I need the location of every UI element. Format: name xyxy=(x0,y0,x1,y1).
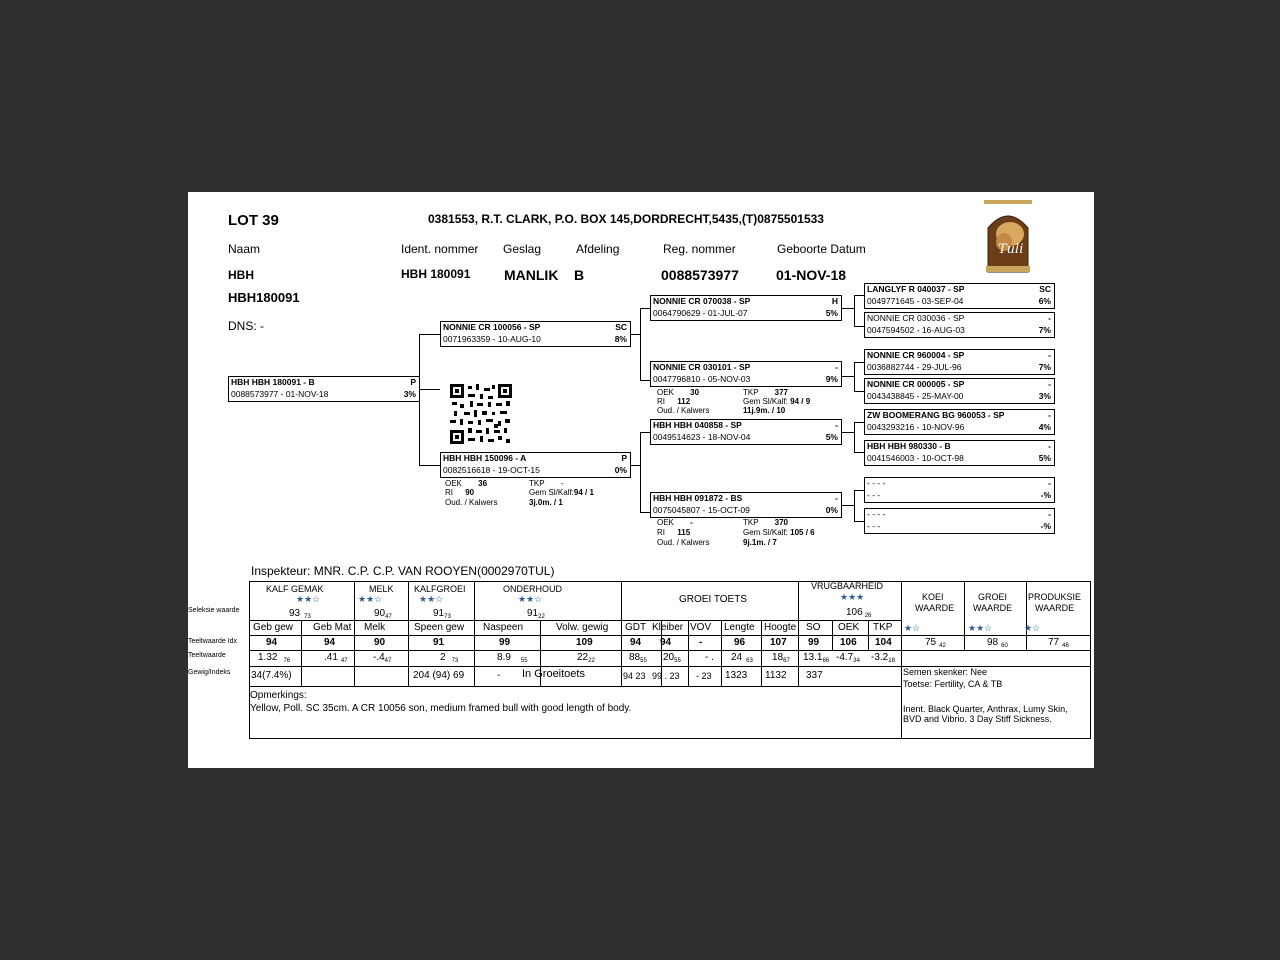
dam-stats-oek: OEK 36 xyxy=(445,479,488,488)
tw-so: $13.1_{66}$ xyxy=(803,652,830,664)
col-kleiber: Kleiber xyxy=(652,622,684,633)
tw-hoogte: $18_{67}$ xyxy=(772,652,790,664)
dam-stats-ri: RI 90 xyxy=(445,488,475,497)
idx-gdt: 94 xyxy=(630,637,642,648)
stars-koei: ★☆ xyxy=(904,623,921,633)
val-koei: 75 $_{42}$ xyxy=(925,637,946,649)
idx-tkp: 104 xyxy=(875,637,892,648)
stars-vrugbaarheid: ★★★ xyxy=(840,592,865,602)
stars-kalfgroei: ★★☆ xyxy=(419,594,444,604)
dns-value: DNS: - xyxy=(228,319,264,333)
stars-melk: ★★☆ xyxy=(358,594,383,604)
hdr-koei-1: KOEI xyxy=(922,592,944,602)
pedigree-sire-sire: NONNIE CR 070038 - SP H 0064790629 - 01-JUL-07 5% xyxy=(650,295,842,321)
idx-geb-gew: 94 xyxy=(266,637,278,648)
sire-dam-stats-tkp: TKP 377 xyxy=(743,388,789,397)
tw-lengte: 24 $_{63}$ xyxy=(731,652,753,664)
tests: Toetse: Fertility, CA & TB xyxy=(903,679,1003,689)
idx-vov: - xyxy=(699,637,703,648)
sel-vrugbaarheid: 106 $_{26}$ xyxy=(846,607,872,619)
qr-code xyxy=(450,384,512,444)
hdr-vrugbaarheid: VRUGBAARHEID xyxy=(811,581,884,591)
lot-number: LOT 39 xyxy=(228,212,279,229)
value-reg: 0088573977 xyxy=(661,267,739,283)
gw-so: 337 xyxy=(806,670,823,681)
gw-vov: - 23 xyxy=(696,671,712,681)
tw-naspeen: 8.9 $_{55}$ xyxy=(497,652,528,664)
dam-dam-stats-oud-label: Oud. / Kalwers xyxy=(657,538,710,547)
label-geboorte: Geboorte Datum xyxy=(777,242,866,256)
tw-kleiber: $20_{55}$ xyxy=(663,652,681,664)
inspector: Inspekteur: MNR. C.P. C.P. VAN ROOYEN(0002970TUL) xyxy=(251,564,555,578)
col-so: SO xyxy=(806,622,821,633)
gw-geb-gew: 34(7.4%) xyxy=(251,670,292,681)
animal-id: HBH180091 xyxy=(228,290,300,305)
pedigree-subject: HBH HBH 180091 - B P 0088573977 - 01-NOV-18 3% xyxy=(228,376,420,402)
col-vov: VOV xyxy=(690,622,712,633)
dam-stats-oud: 3j.0m. / 1 xyxy=(529,498,563,507)
col-naspeen: Naspeen xyxy=(483,622,524,633)
sire-dam-stats-ri: RI 112 xyxy=(657,397,691,406)
gw-kleiber: 99 . 23 xyxy=(652,671,680,681)
dam-stats-tkp: TKP - xyxy=(529,479,564,488)
idx-volw-gewig: 109 xyxy=(576,637,593,648)
pedigree-gen3-6: HBH HBH 980330 - B - 0041546003 - 10-OCT-98 5% xyxy=(864,440,1055,466)
tw-speen-gew: 2 $_{73}$ xyxy=(440,652,459,664)
sire-dam-stats-gem: Gem Sl/Kalf: 94 / 9 xyxy=(743,397,811,406)
row-label-gewig: Gewig/Indeks xyxy=(188,669,231,676)
hdr-melk: MELK xyxy=(369,584,394,594)
gw-gdt: 94 23 xyxy=(623,671,646,681)
label-geslag: Geslag xyxy=(503,242,542,256)
value-afdeling: B xyxy=(574,267,585,283)
col-melk: Melk xyxy=(364,622,386,633)
col-tkp: TKP xyxy=(873,622,893,633)
idx-so: 99 xyxy=(808,637,820,648)
val-groei: 98 $_{60}$ xyxy=(987,637,1008,649)
gw-lengte: 1323 xyxy=(725,670,748,681)
pedigree-sire-dam: NONNIE CR 030101 - SP - 0047796810 - 05-NOV-03 9% xyxy=(650,361,842,387)
dam-dam-stats-ri: RI 115 xyxy=(657,528,691,537)
col-volw-gewig: Volw. gewig xyxy=(556,622,609,633)
stars-groei: ★★☆ xyxy=(968,623,993,633)
sire-dam-stats-oud: 11j.9m. / 10 xyxy=(743,406,786,415)
tw-vov: - . xyxy=(705,652,714,663)
idx-naspeen: 99 xyxy=(499,637,511,648)
pedigree-dam: HBH HBH 150096 - A P 0082516618 - 19-OCT-15 0% xyxy=(440,452,631,478)
hdr-groei-2: WAARDE xyxy=(973,603,1013,613)
tw-geb-mat: .41 $_{47}$ xyxy=(324,652,348,664)
gw-naspeen: - xyxy=(497,670,501,681)
pedigree-gen3-4: NONNIE CR 000005 - SP - 0043438845 - 25-MAY-00 3% xyxy=(864,378,1055,404)
remarks-text: Yellow, Poll. SC 35cm. A CR 10056 son, medium framed bull with good length of body. xyxy=(250,703,632,714)
pedigree-gen3-5: ZW BOOMERANG BG 960053 - SP - 0043293216 - 10-NOV-96 4% xyxy=(864,409,1055,435)
idx-kleiber: 94 xyxy=(660,637,672,648)
owner-line: 0381553, R.T. CLARK, P.O. BOX 145,DORDRECHT,5435,(T)0875501533 xyxy=(428,212,824,226)
idx-lengte: 96 xyxy=(734,637,746,648)
idx-oek: 106 xyxy=(840,637,857,648)
sel-melk: $90_{47}$ xyxy=(374,608,392,620)
sel-kalf: 93 $_{73}$ xyxy=(289,608,311,620)
pedigree-dam-sire: HBH HBH 040858 - SP - 0049514623 - 18-NOV-04 5% xyxy=(650,419,842,445)
idx-hoogte: 107 xyxy=(770,637,787,648)
label-naam: Naam xyxy=(228,242,261,256)
pedigree-gen3-7: - - - - - - - - -% xyxy=(864,477,1055,503)
dam-stats-gem: Gem Sl/Kalf:94 / 1 xyxy=(529,488,594,497)
sel-onderhoud: $91_{22}$ xyxy=(527,608,545,620)
hdr-groei-1: GROEI xyxy=(978,592,1008,602)
tw-tkp: $-3.2_{18}$ xyxy=(871,652,895,664)
hdr-produksie-1: PRODUKSIE xyxy=(1028,592,1082,602)
pedigree-gen3-8: - - - - - - - - -% xyxy=(864,508,1055,534)
value-geslag: MANLIK xyxy=(504,267,559,283)
stars-produksie: ★☆ xyxy=(1024,623,1041,633)
tw-volw-gewig: $22_{22}$ xyxy=(577,652,595,664)
pedigree-gen3-2: NONNIE CR 030036 - SP - 0047594502 - 16-AUG-03 7% xyxy=(864,312,1055,338)
dam-dam-stats-oud: 9j.1m. / 7 xyxy=(743,538,777,547)
dam-dam-stats-tkp: TKP 370 xyxy=(743,518,789,527)
dam-stats-oud-label: Oud. / Kalwers xyxy=(445,498,498,507)
label-afdeling: Afdeling xyxy=(576,242,620,256)
vaccinations-1: Inent. Black Quarter, Anthrax, Lumy Skin, xyxy=(903,704,1068,714)
gw-speen-gew: 204 (94) 69 xyxy=(413,670,465,681)
hdr-kalfgroei: KALFGROEI xyxy=(414,584,466,594)
col-speen-gew: Speen gew xyxy=(414,622,465,633)
logo-text: Tuli xyxy=(998,242,1024,257)
stars-kalf-gemak: ★★☆ xyxy=(296,594,321,604)
pedigree-dam-dam: HBH HBH 091872 - BS - 0075045807 - 15-OCT-09 0% xyxy=(650,492,842,518)
dam-dam-stats-gem: Gem Sl/Kalf: 105 / 6 xyxy=(743,528,815,537)
sire-dam-stats-oek: OEK 30 xyxy=(657,388,700,397)
hdr-koei-2: WAARDE xyxy=(915,603,955,613)
tw-oek: $-4.7_{34}$ xyxy=(836,652,860,664)
row-label-idx: Teeltwaarde Idx xyxy=(188,638,238,645)
tw-geb-gew: 1.32 $_{76}$ xyxy=(258,652,291,664)
pedigree-sire: NONNIE CR 100056 - SP SC 0071963359 - 10-AUG-10 8% xyxy=(440,321,631,347)
hdr-produksie-2: WAARDE xyxy=(1035,603,1075,613)
sel-kalfgroei: $91_{73}$ xyxy=(433,608,451,620)
label-reg: Reg. nommer xyxy=(663,242,736,256)
semen-donor: Semen skenker: Nee xyxy=(903,667,988,677)
col-geb-gew: Geb gew xyxy=(253,622,294,633)
label-ident: Ident. nommer xyxy=(401,242,479,256)
col-geb-mat: Geb Mat xyxy=(313,622,352,633)
idx-melk: 90 xyxy=(374,637,386,648)
col-hoogte: Hoogte xyxy=(764,622,797,633)
idx-geb-mat: 94 xyxy=(324,637,336,648)
value-naam: HBH xyxy=(228,268,254,282)
pedigree-gen3-1: LANGLYF R 040037 - SP SC 0049771645 - 03-SEP-04 6% xyxy=(864,283,1055,309)
value-geboorte: 01-NOV-18 xyxy=(776,267,847,283)
hdr-onderhoud: ONDERHOUD xyxy=(503,584,563,594)
pedigree-gen3-3: NONNIE CR 960004 - SP - 0036882744 - 29-JUL-96 7% xyxy=(864,349,1055,375)
idx-speen-gew: 91 xyxy=(433,637,445,648)
val-produksie: 77 $_{46}$ xyxy=(1048,637,1069,649)
tw-gdt: $88_{55}$ xyxy=(629,652,647,664)
vaccinations-2: BVD and Vibrio. 3 Day Stiff Sickness. xyxy=(903,714,1052,724)
remarks-label: Opmerkings: xyxy=(250,690,307,701)
stars-onderhoud: ★★☆ xyxy=(518,594,543,604)
gw-groeitoets: In Groeitoets xyxy=(522,668,585,680)
row-label-tw: Teeltwaarde xyxy=(188,652,226,659)
hdr-groei-toets: GROEI TOETS xyxy=(679,594,747,605)
gw-hoogte: 1132 xyxy=(765,670,787,681)
row-label-seleksie: Seleksie waarde xyxy=(188,607,240,614)
col-gdt: GDT xyxy=(625,622,647,633)
col-oek: OEK xyxy=(838,622,860,633)
tw-melk: $-.4_{47}$ xyxy=(373,652,392,664)
value-ident: HBH 180091 xyxy=(401,267,471,281)
col-lengte: Lengte xyxy=(724,622,755,633)
sire-dam-stats-oud-label: Oud. / Kalwers xyxy=(657,406,710,415)
hdr-kalf-gemak: KALF GEMAK xyxy=(266,584,324,594)
dam-dam-stats-oek: OEK - xyxy=(657,518,693,527)
tuli-logo xyxy=(980,198,1036,274)
sale-catalogue-page xyxy=(188,192,1094,768)
